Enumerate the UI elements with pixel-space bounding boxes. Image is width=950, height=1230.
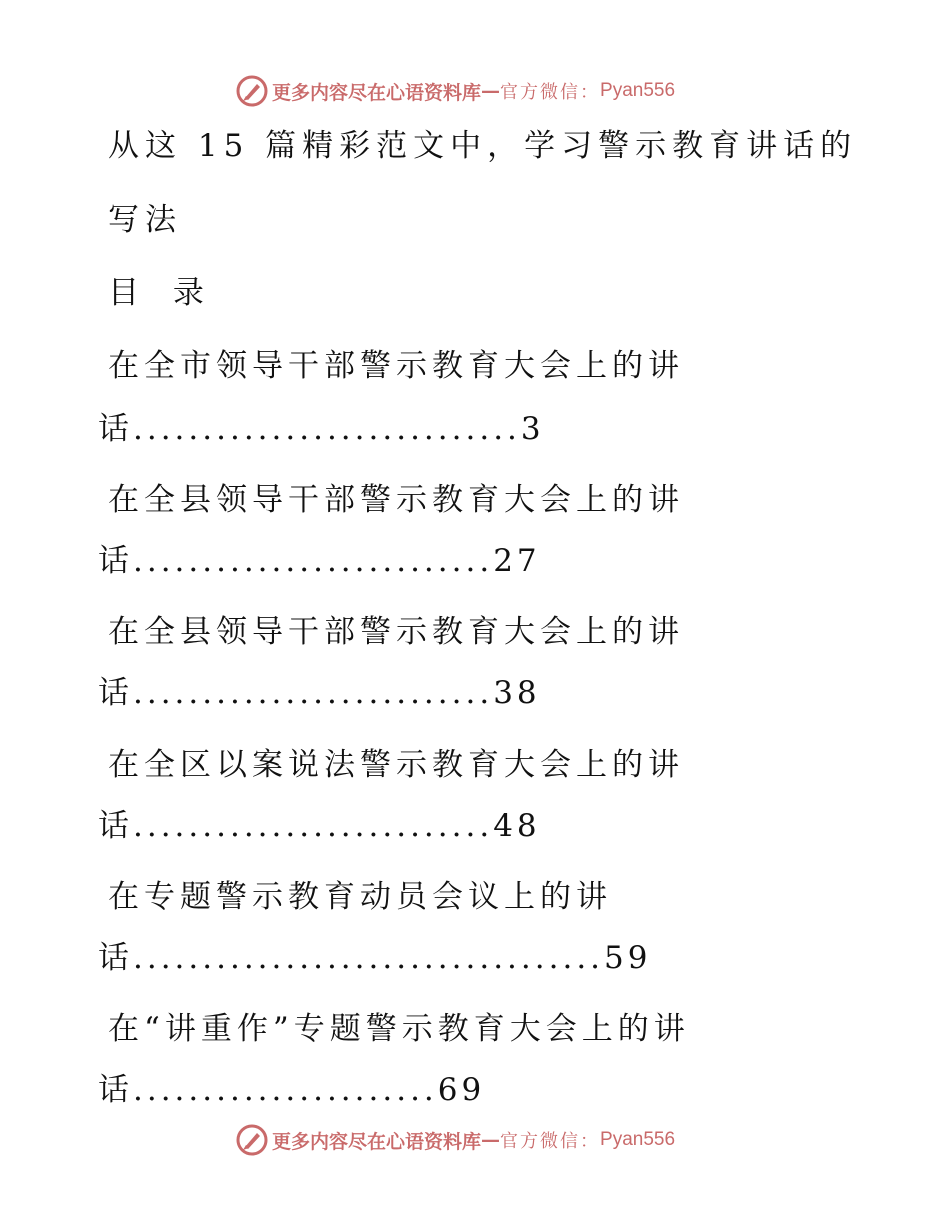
- toc-entry-page-line: 话..................................59: [98, 940, 652, 976]
- watermark-wechat-id: Pyan556: [600, 1129, 676, 1150]
- pen-nib-logo-icon: [236, 1124, 268, 1156]
- toc-entry-page-line: 话..........................27: [98, 543, 541, 579]
- toc-entry-title: 在全县领导干部警示教育大会上的讲: [108, 614, 684, 650]
- document-title-line-2: 写法: [108, 202, 182, 238]
- toc-entry-title: 在“讲重作”专题警示教育大会上的讲: [108, 1011, 690, 1047]
- watermark-wechat-id: Pyan556: [600, 80, 676, 101]
- pen-nib-logo-icon: [236, 75, 268, 107]
- toc-heading: 目 录: [108, 275, 209, 311]
- toc-entry-page-line: 话..........................48: [98, 808, 541, 844]
- toc-entry-page-line: 话............................3: [98, 411, 545, 447]
- watermark-dash: —: [481, 80, 501, 102]
- toc-entry-page-line: 话..........................38: [98, 675, 541, 711]
- document-title-line-1: 从这 15 篇精彩范文中，学习警示教育讲话的: [108, 128, 858, 164]
- toc-entry-page-line: 话......................69: [98, 1072, 486, 1108]
- watermark-sub-text: 官方微信：: [500, 1131, 601, 1152]
- toc-entry-title: 在全市领导干部警示教育大会上的讲: [108, 348, 684, 384]
- watermark-footer: [236, 1123, 675, 1157]
- watermark-dash: —: [481, 1129, 501, 1151]
- watermark-sub-text: 官方微信：: [500, 82, 601, 103]
- watermark-header: [236, 74, 675, 108]
- watermark-main-text: 更多内容尽在心语资料库: [272, 1130, 482, 1153]
- watermark-main-text: 更多内容尽在心语资料库: [272, 81, 482, 104]
- toc-entry-title: 在全县领导干部警示教育大会上的讲: [108, 482, 684, 518]
- toc-entry-title: 在全区以案说法警示教育大会上的讲: [108, 747, 684, 783]
- toc-entry-title: 在专题警示教育动员会议上的讲: [108, 879, 612, 915]
